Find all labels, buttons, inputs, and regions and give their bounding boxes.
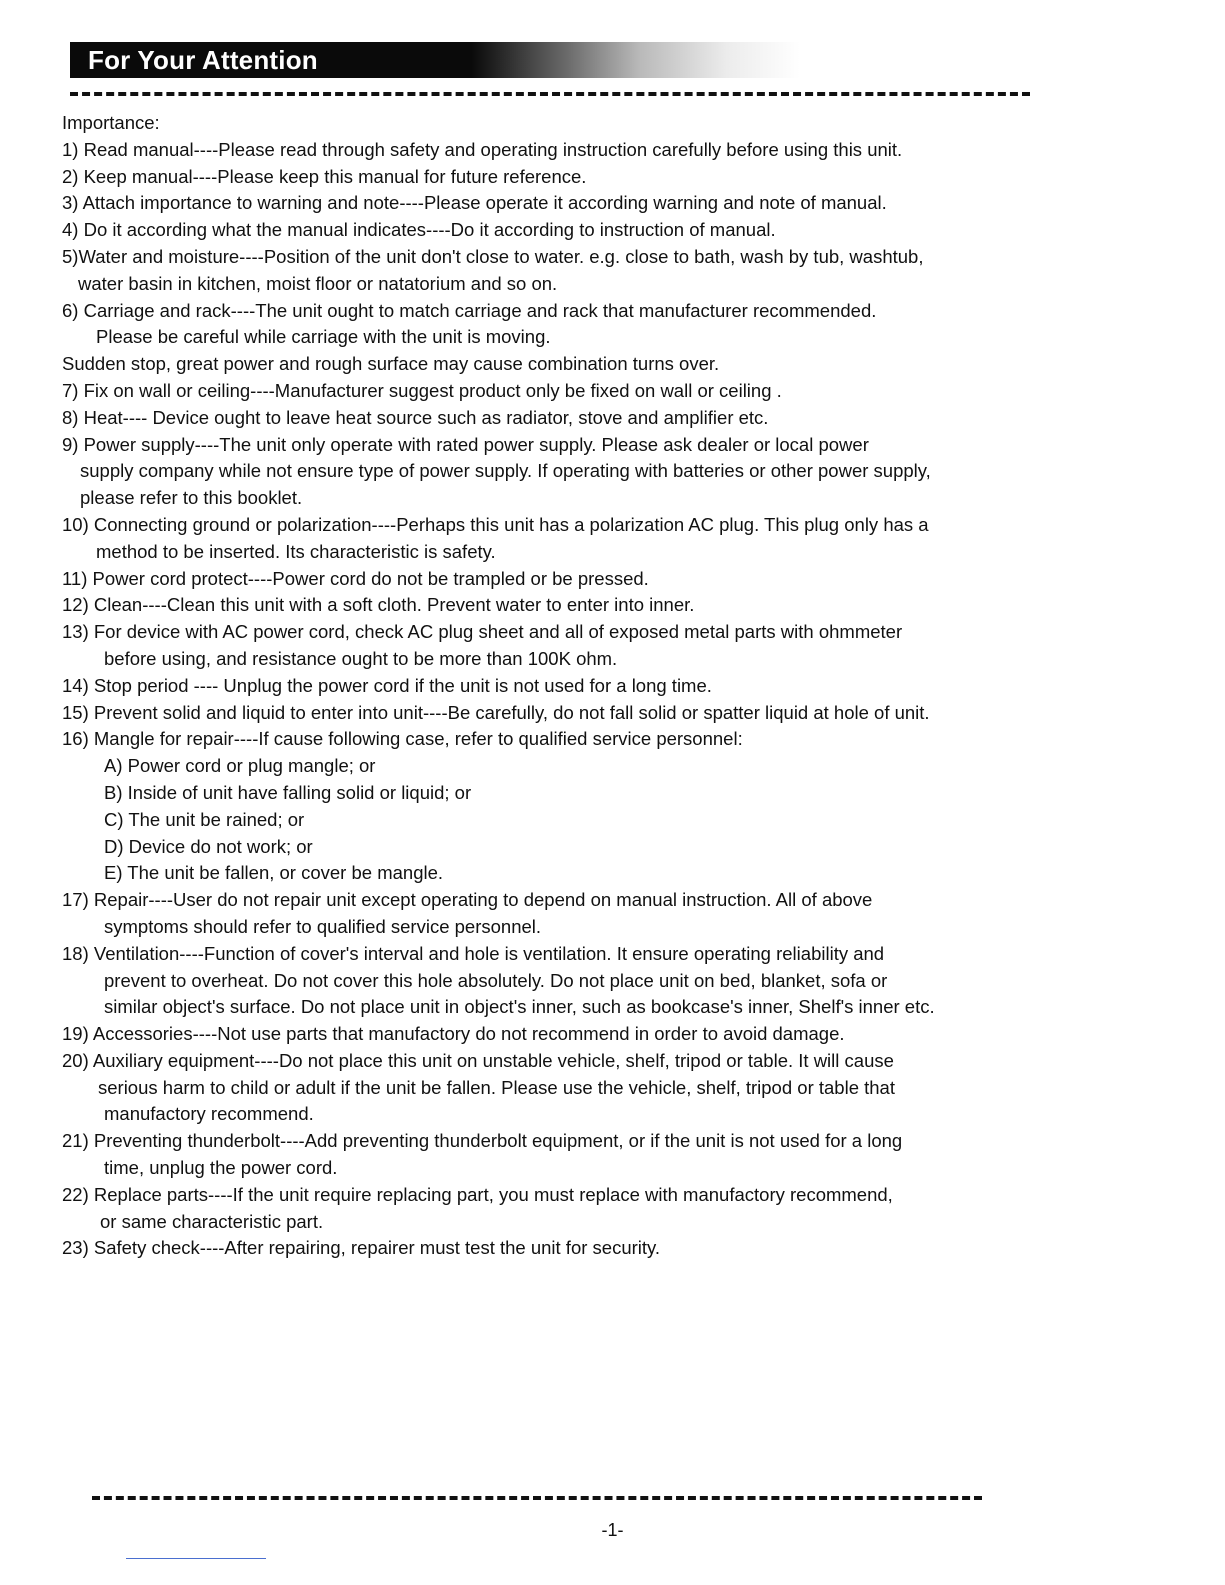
text-line: 3) Attach importance to warning and note----Please operate it according warning and note of manual. [62,192,887,214]
text-line: D) Device do not work; or [104,835,313,857]
top-dashed-divider [70,92,1030,96]
text-line: A) Power cord or plug mangle; or [104,755,376,777]
text-line: C) The unit be rained; or [104,808,305,830]
text-line: 7) Fix on wall or ceiling----Manufacturer suggest product only be fixed on wall or ceiling . [62,379,782,401]
text-line: 8) Heat---- Device ought to leave heat source such as radiator, stove and amplifier etc. [62,406,769,428]
text-line: 14) Stop period ---- Unplug the power cord if the unit is not used for a long time. [62,674,712,696]
text-line: time, unplug the power cord. [104,1157,338,1179]
footer-rule [126,1558,266,1559]
text-line: water basin in kitchen, moist floor or natatorium and so on. [78,272,558,294]
text-line: E) The unit be fallen, or cover be mangle. [104,862,444,884]
section-title: For Your Attention [88,45,318,75]
text-line: serious harm to child or adult if the unit be fallen. Please use the vehicle, shelf, tripod or table that [98,1076,895,1098]
text-line: manufactory recommend. [104,1103,314,1125]
text-line: 6) Carriage and rack----The unit ought to match carriage and rack that manufacturer recommended. [62,299,877,321]
text-line: 4) Do it according what the manual indicates----Do it according to instruction of manual. [62,219,776,241]
text-line: 2) Keep manual----Please keep this manual for future reference. [62,165,587,187]
text-line: Importance: [62,112,160,133]
text-line: supply company while not ensure type of power supply. If operating with batteries or other power supply, [80,460,931,482]
text-line: Sudden stop, great power and rough surface may cause combination turns over. [62,353,720,375]
text-line: 22) Replace parts----If the unit require replacing part, you must replace with manufactory recommend, [62,1183,893,1205]
text-line: please refer to this booklet. [80,487,303,509]
text-line: symptoms should refer to qualified service personnel. [104,915,542,937]
text-line: 1) Read manual----Please read through safety and operating instruction carefully before using this unit. [62,138,903,160]
text-line: 23) Safety check----After repairing, repairer must test the unit for security. [62,1237,661,1259]
text-line: Please be careful while carriage with the unit is moving. [96,326,551,348]
text-line: 5)Water and moisture----Position of the unit don't close to water. e.g. close to bath, wash by tub, washtub, [62,245,924,267]
text-line: or same characteristic part. [100,1210,324,1232]
page-number: -1- [601,1520,624,1540]
text-line: method to be inserted. Its characteristic is safety. [96,540,496,562]
text-line: before using, and resistance ought to be more than 100K ohm. [104,647,618,669]
text-line: 13) For device with AC power cord, check AC plug sheet and all of exposed metal parts with ohmmeter [62,621,903,643]
text-line: prevent to overheat. Do not cover this hole absolutely. Do not place unit on bed, blanket, sofa or [104,969,888,991]
text-line: 12) Clean----Clean this unit with a soft cloth. Prevent water to enter into inner. [62,594,695,616]
section-header-bar [70,42,800,78]
text-line: 20) Auxiliary equipment----Do not place this unit on unstable vehicle, shelf, tripod or table. It will cause [62,1049,894,1071]
bottom-dashed-divider [92,1496,982,1500]
text-line: 18) Ventilation----Function of cover's interval and hole is ventilation. It ensure operating reliability and [62,942,885,964]
text-line: B) Inside of unit have falling solid or liquid; or [104,781,472,803]
text-line: 11) Power cord protect----Power cord do not be trampled or be pressed. [62,567,649,589]
text-line: 10) Connecting ground or polarization----Perhaps this unit has a polarization AC plug. This plug only has a [62,513,929,535]
text-line: 17) Repair----User do not repair unit except operating to depend on manual instruction. All of above [62,889,873,911]
text-line: 16) Mangle for repair----If cause following case, refer to qualified service personnel: [62,728,743,750]
text-line: 19) Accessories----Not use parts that manufactory do not recommend in order to avoid damage. [62,1023,845,1045]
text-line: 15) Prevent solid and liquid to enter into unit----Be carefully, do not fall solid or spatter liquid at hole of unit. [62,701,930,723]
text-line: similar object's surface. Do not place unit in object's inner, such as bookcase's inner, Shelf's inner etc. [104,996,935,1018]
attention-list [62,110,1062,1262]
text-line: 9) Power supply----The unit only operate with rated power supply. Please ask dealer or local power [62,433,869,455]
text-line: 21) Preventing thunderbolt----Add preventing thunderbolt equipment, or if the unit is not used for a long [62,1130,903,1152]
